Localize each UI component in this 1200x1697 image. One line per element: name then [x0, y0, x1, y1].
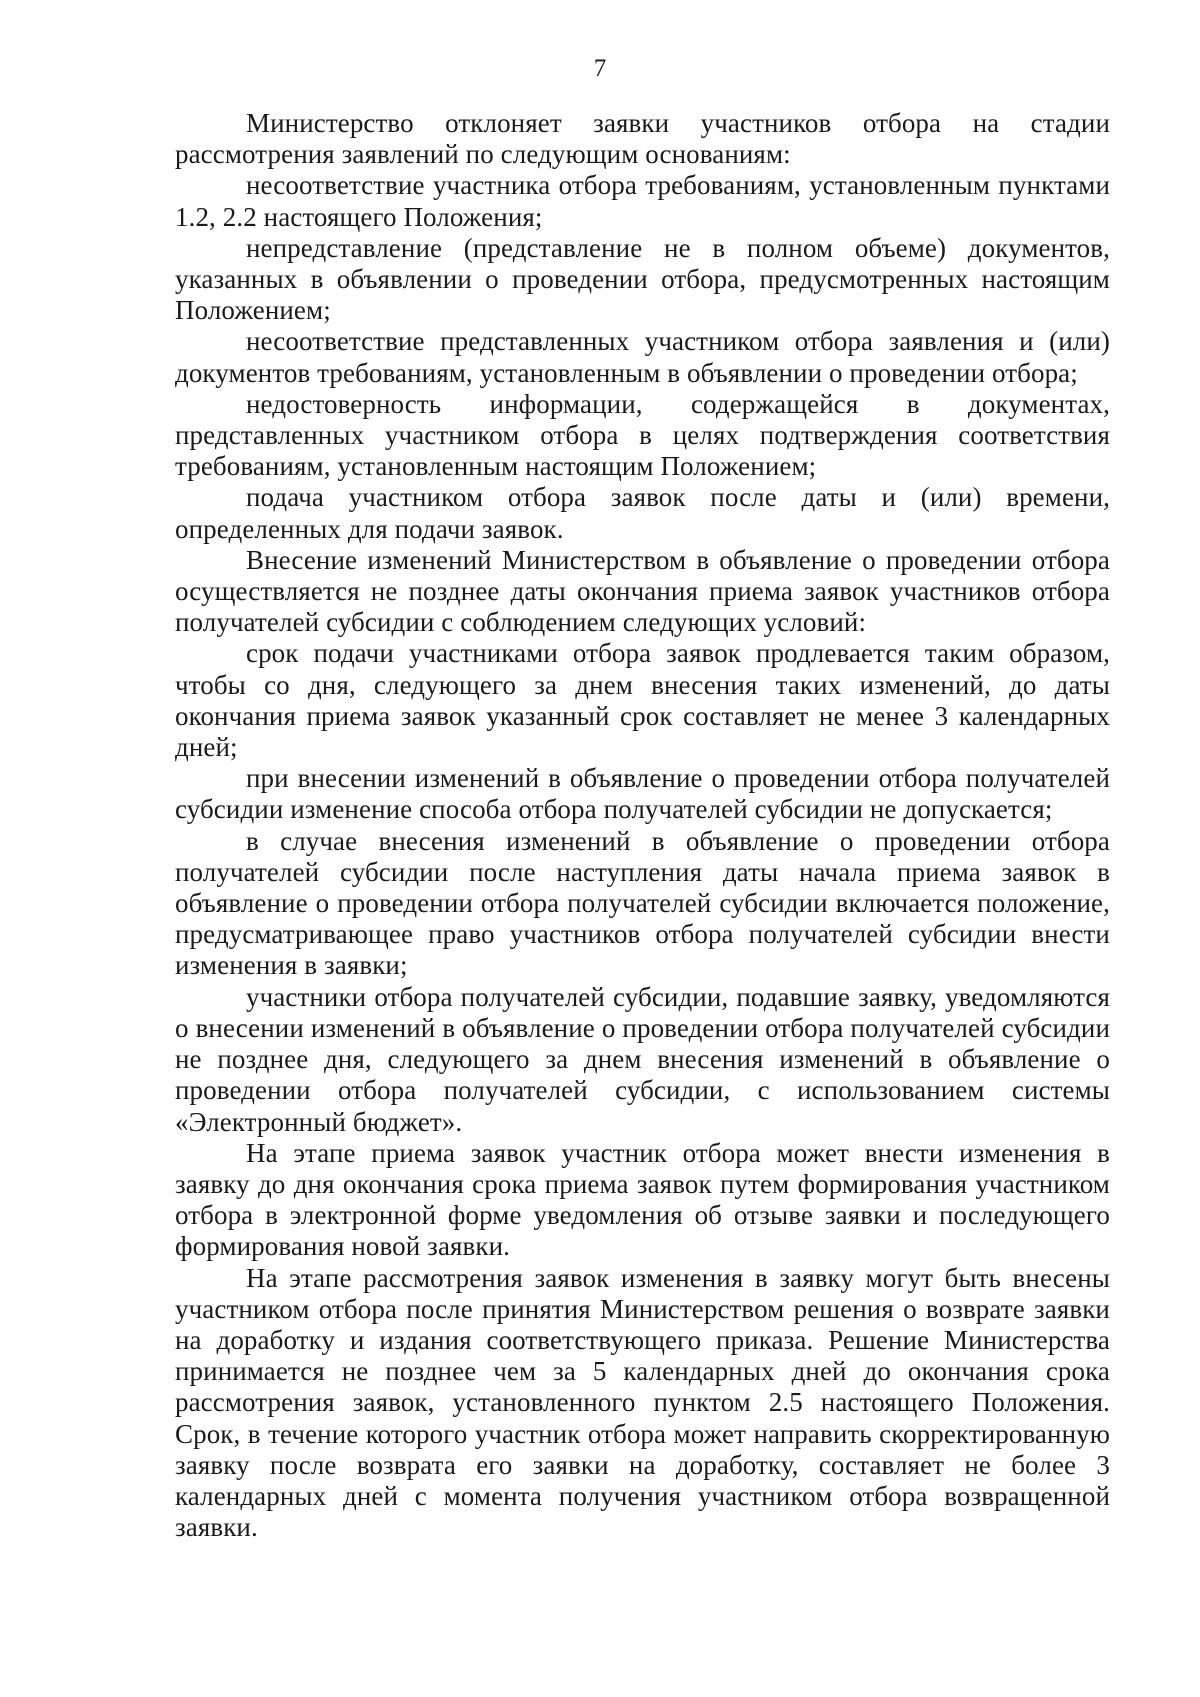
paragraph-deadline-extension: срок подачи участниками отбора заявок продлевается таким образом, чтобы со дня, следующего за днем внесения таких изменений, до даты окончания приема заявок указанный срок составляет не менее 3 календарных дней;	[175, 638, 1110, 763]
paragraph-method-change-prohibited: при внесении изменений в объявление о проведении отбора получателей субсидии изменение способа отбора получателей субсидии не допускается;	[175, 763, 1110, 825]
paragraph-late-submission: подача участником отбора заявок после даты и (или) времени, определенных для подачи заявок.	[175, 482, 1110, 544]
paragraph-missing-documents: непредставление (представление не в полном объеме) документов, указанных в объявлении о проведении отбора, предусмотренных настоящим Положением;	[175, 232, 1110, 326]
paragraph-review-stage-changes: На этапе рассмотрения заявок изменения в заявку могут быть внесены участником отбора после принятия Министерством решения о возврате заявки на доработку и издания соответствующего приказа. Решение Министерства принимается не позднее чем за 5 календарных дней до окончания срока рассмотрения заявок, установленного пунктом 2.5 настоящего Положения. Срок, в течение которого участник отбора может направить скорректированную заявку после возврата его заявки на доработку, составляет не более 3 календарных дней с момента получения участником отбора возвращенной заявки.	[175, 1262, 1110, 1543]
document-body	[175, 108, 1110, 1543]
paragraph-rejection-grounds: Министерство отклоняет заявки участников отбора на стадии рассмотрения заявлений по следующим основаниям:	[175, 108, 1110, 170]
paragraph-acceptance-stage-changes: На этапе приема заявок участник отбора может внести изменения в заявку до дня окончания срока приема заявок путем формирования участником отбора в электронной форме уведомления об отзыве заявки и последующего формирования новой заявки.	[175, 1137, 1110, 1262]
paragraph-participant-notification: участники отбора получателей субсидии, подавшие заявку, уведомляются о внесении изменений в объявление о проведении отбора получателей субсидии не позднее дня, следующего за днем внесения изменений в объявление о проведении отбора получателей субсидии, с использованием системы «Электронный бюджет».	[175, 981, 1110, 1137]
paragraph-unreliable-information: недостоверность информации, содержащейся в документах, представленных участником отбора в целях подтверждения соответствия требованиям, установленным настоящим Положением;	[175, 388, 1110, 482]
paragraph-announcement-changes: Внесение изменений Министерством в объявление о проведении отбора осуществляется не позднее даты окончания приема заявок участников отбора получателей субсидии с соблюдением следующих условий:	[175, 544, 1110, 638]
page-number: 7	[593, 55, 607, 82]
paragraph-right-to-amend: в случае внесения изменений в объявление о проведении отбора получателей субсидии после наступления даты начала приема заявок в объявление о проведении отбора получателей субсидии включается положение, предусматривающее право участников отбора получателей субсидии внести изменения в заявки;	[175, 825, 1110, 981]
paragraph-nonconformity-requirements: несоответствие участника отбора требованиям, установленным пунктами 1.2, 2.2 настоящего Положения;	[175, 170, 1110, 232]
paragraph-nonconforming-application: несоответствие представленных участником отбора заявления и (или) документов требованиям, установленным в объявлении о проведении отбора;	[175, 326, 1110, 388]
